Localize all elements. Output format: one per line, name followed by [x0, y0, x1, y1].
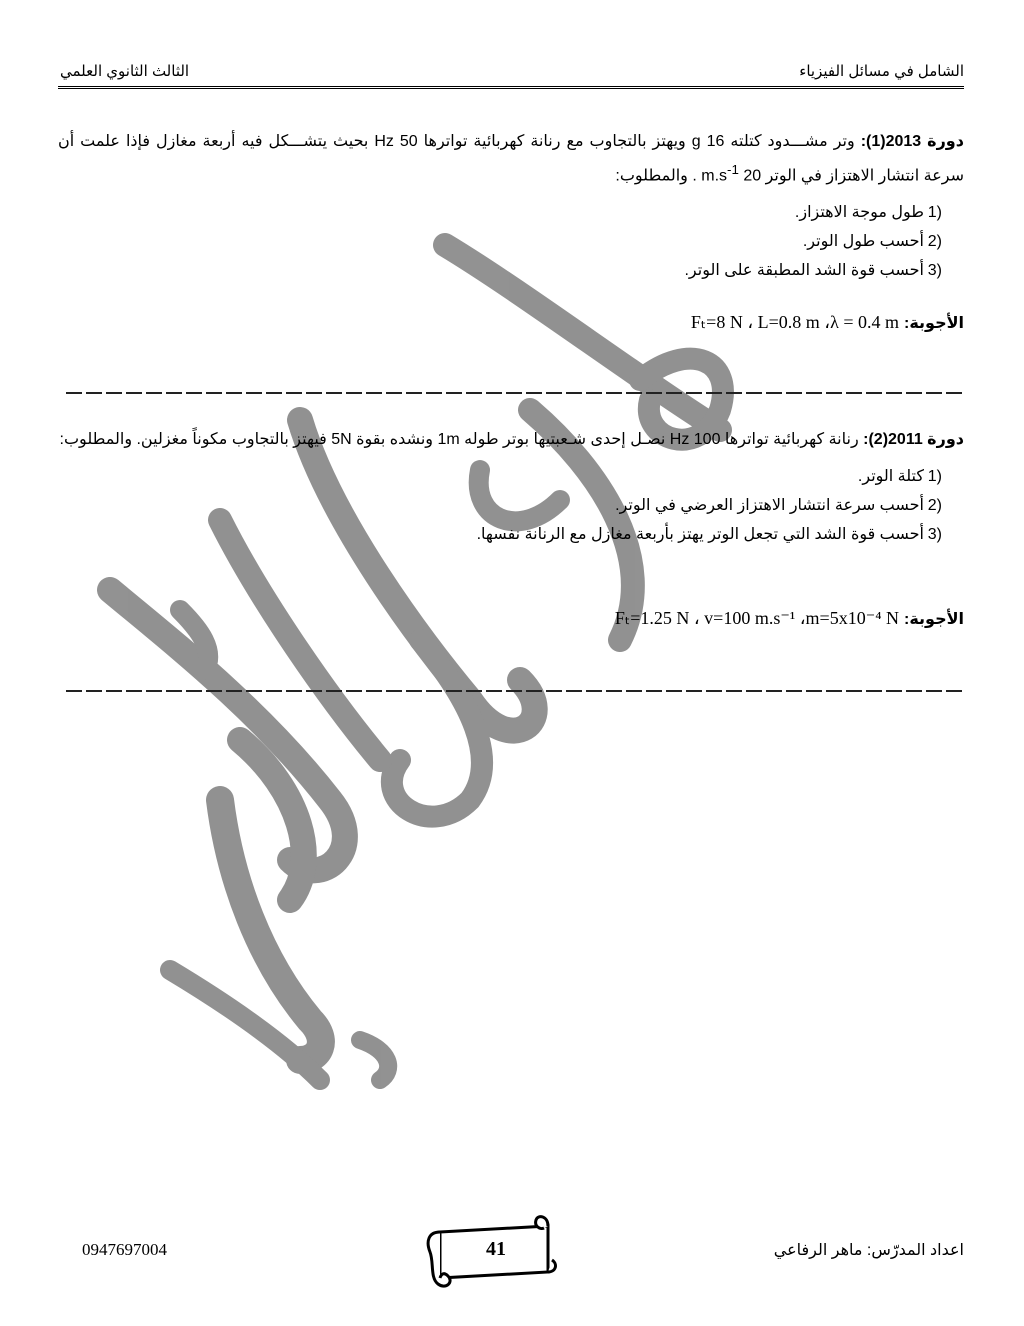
item-number: 2) — [927, 233, 942, 251]
answer-label: الأجوبة: — [904, 315, 964, 332]
item-text: كتلة الوتر. — [857, 468, 924, 485]
problem-1-answers — [691, 312, 964, 333]
grade-title: الثالث الثانوي العلمي — [60, 63, 190, 80]
problem-2 — [58, 426, 964, 549]
book-title: الشامل في مسائل الفيزياء — [799, 63, 964, 80]
problem-1-superscript: -1 — [727, 162, 739, 177]
problem-1 — [58, 128, 964, 285]
item-number: 1) — [927, 204, 942, 222]
problem-1-text-end: . والمطلوب: — [615, 167, 702, 185]
item-number: 1) — [927, 468, 942, 485]
list-item — [58, 462, 964, 491]
separator-line — [66, 690, 964, 692]
item-text: أحسب طول الوتر. — [802, 233, 924, 251]
list-item — [58, 198, 964, 227]
list-item — [58, 227, 964, 256]
list-item — [58, 491, 964, 520]
item-text: أحسب قوة الشد المطبقة على الوتر. — [684, 262, 924, 280]
item-text: طول موجة الاهتزاز. — [794, 204, 924, 222]
item-number: 3) — [927, 526, 942, 543]
problem-2-questions — [58, 462, 964, 549]
problem-1-statement — [58, 128, 964, 190]
problem-2-statement — [58, 426, 964, 454]
list-item — [58, 256, 964, 285]
separator-line — [66, 392, 964, 394]
answer-value: Fₜ=1.25 N ، v=100 m.s⁻¹ ،m=5x10⁻⁴ N — [614, 608, 899, 628]
answer-value: Fₜ=8 N ، L=0.8 m ،λ = 0.4 m — [690, 312, 899, 332]
answer-label: الأجوبة: — [904, 611, 964, 628]
problem-1-label: دورة 2013(1): — [860, 133, 964, 150]
page-number: 41 — [486, 1238, 506, 1260]
item-number: 3) — [927, 262, 942, 280]
item-text: أحسب سرعة انتشار الاهتزاز العرضي في الوتر. — [615, 497, 924, 514]
author-credit: اعداد المدرّس: ماهر الرفاعي — [773, 1242, 964, 1259]
list-item — [58, 520, 964, 549]
problem-2-text: رنانة كهربائية تواترها 100 Hz نصـل إحدى شـعبتيها بوتر طوله 1m ونشده بقوة 5N فيهتز بالتجاوب مكوناً مغزلين. والمطلوب: — [59, 431, 859, 448]
problem-1-text: وتر مشـــدود كتلته 16 g ويهتز بالتجاوب مع رنانة كهربائية تواترها 50 Hz بحيث يتشـــكل فيه أربعة مغازل فإذا علمت أن سرعة انتشار الاهتزاز في الوتر 20 m.s — [58, 133, 964, 185]
page-header — [58, 60, 964, 89]
problem-2-label: دورة 2011(2): — [863, 431, 964, 448]
phone-number: 0947697004 — [82, 1240, 167, 1259]
problem-1-questions — [58, 198, 964, 285]
problem-2-answers — [615, 608, 964, 629]
item-number: 2) — [927, 497, 942, 514]
item-text: أحسب قوة الشد التي تجعل الوتر يهتز بأربعة مغازل مع الرنانة نفسها. — [476, 526, 924, 543]
